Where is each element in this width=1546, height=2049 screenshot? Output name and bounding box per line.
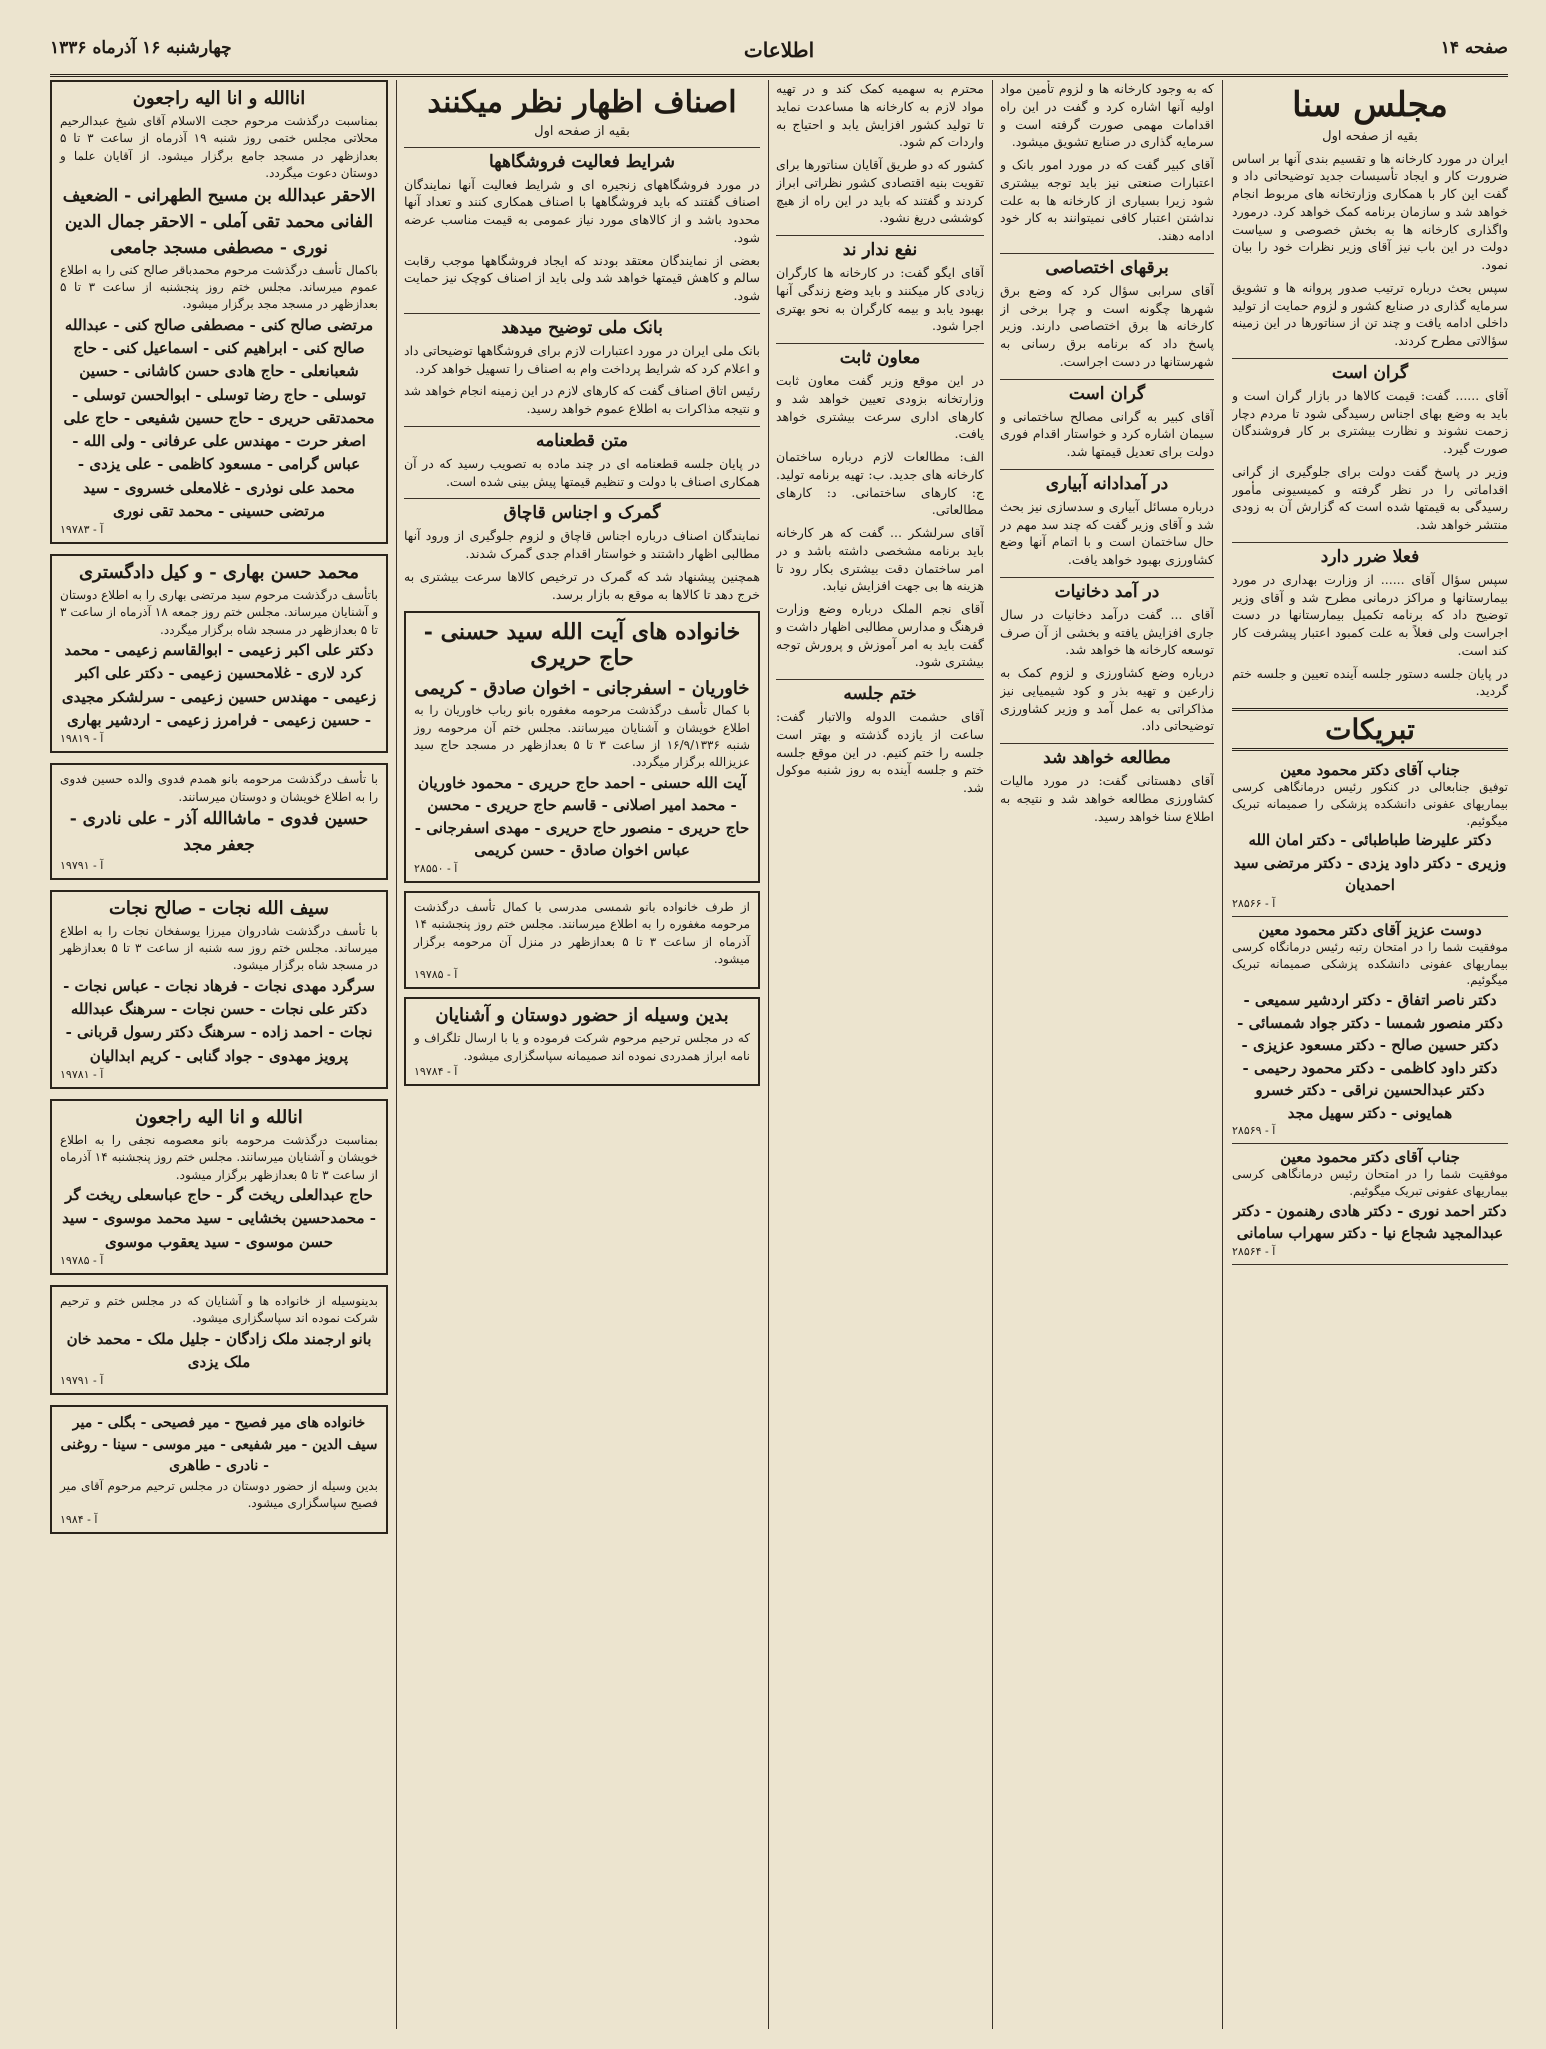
congrats-names: دکتر علیرضا طباطبائی - دکتر امان الله وزیری - دکتر داود یزدی - دکتر مرتضی سید احمدیان <box>1233 831 1507 895</box>
article-paragraph: در مورد فروشگاههای زنجیره ای و شرایط فعالیت آنها نمایندگان اصناف گفتند که باید فروشگاهها با اصناف همکاری کنند و تعداد آنها محدود باشد و از کالاهای مورد نیاز عمومی به قیمت مناسب عرضه شود. <box>404 176 760 245</box>
article-paragraph: آقای دهستانی گفت: در مورد مالیات کشاورزی مطالعه خواهد شد و نتیجه به اطلاع سنا خواهد رسید. <box>1000 773 1214 824</box>
congrats-title: جناب آقای دکتر محمود معین <box>1280 761 1460 779</box>
obituary-notice <box>50 890 388 1089</box>
congrats-item <box>1232 917 1508 1144</box>
article-subhead: نفع ندار ند <box>776 235 984 260</box>
article-paragraph: آقای ... گفت درآمد دخانیات در سال جاری افزایش یافته و بخشی از آن صرف توسعه کارخانه ها خواهد شد. <box>1000 606 1214 658</box>
obituary-names: حاج عبدالعلی ریخت گر - حاج عباسعلی ریخت گر - محمدحسین بخشایی - سید محمد موسوی - سید حسن موسوی - سید یعقوب موسوی <box>62 1186 376 1251</box>
senate-subhead: گران است <box>1232 358 1508 383</box>
article-paragraph: آقای حشمت الدوله والاتبار گفت: ساعت از یازده گذشته و بهتر است جلسه را ختم کنیم. در این موقع جلسه ختم و جلسه آینده به روز شنبه موکول شد. <box>776 709 984 795</box>
obituary-title: محمد حسن بهاری - و کیل دادگستری <box>78 562 360 584</box>
obituary-names: سرگرد مهدی نجات - فرهاد نجات - عباس نجات - دکتر علی نجات - حسن نجات - سرهنگ عبدالله نجات - احمد زاده - سرهنگ دکتر رسول قربانی - پرویز مهدوی - جواد گنابی - کریم ابدالیان <box>63 976 375 1065</box>
article-paragraph: آقای ایگو گفت: در کارخانه ها کارگران زیادی کار میکنند و باید وضع زندگی آنها بهبود یابد و بیمه کارگران به نحو بهتری اجرا شود. <box>776 265 984 334</box>
ad-code: آ - ۱۹۷۸۱ <box>60 1067 104 1081</box>
obituary-names: حسین فدوی - ماشاالله آذر - علی نادری - جعفر مجد <box>69 808 369 856</box>
column-senate <box>1232 80 1508 2030</box>
congrats-title: دوست عزیز آقای دکتر محمود معین <box>1258 920 1482 939</box>
thanks-body: بدین وسیله از حضور دوستان در مجلس ترحیم مرحوم آقای میر فصیح سپاسگزاری میشود. <box>60 1479 378 1511</box>
ad-code: آ - ۲۸۵۶۹ <box>1232 1124 1276 1138</box>
ad-code: آ - ۱۹۷۹۱ <box>60 1374 104 1388</box>
column-senate-continued <box>1000 80 1214 2030</box>
article-subhead: در آمد دخانیات <box>1000 577 1214 602</box>
senate-paragraph: سپس سؤال آقای ...... از وزارت بهداری در مورد بیمارستانها و مراکز درمانی مطرح شد و آقای وزیر توضیح داد که برنامه تکمیل بیمارستانها در دست اجراست ولی فعلاً به علت کمبود اعتبار پیشرفت کار کند است. <box>1232 571 1508 658</box>
article-subhead: ختم جلسه <box>776 679 984 704</box>
article-paragraph: محترم به سهمیه کمک کند و در تهیه مواد لازم به کارخانه ها مساعدت نماید تا تولید کشور افزایش یابد و احتیاج به واردات کم شود. <box>776 81 984 150</box>
ad-code: آ - ۲۸۵۶۶ <box>1232 896 1276 910</box>
congrats-body: موفقیت شما را در امتحان رتبه رئیس درمانگاه کرسی بیماریهای عفونی دانشکده پزشکی صمیمانه تبریک میگوئیم. <box>1232 939 1508 988</box>
obituary-body: با تأسف درگذشت مرحومه بانو همدم فدوی والده حسین فدوی را به اطلاع خویشان و دوستان میرسانند. <box>60 772 378 804</box>
obituary-notice <box>404 611 760 883</box>
obituary-families: خاوریان - اسفرجانی - اخوان صادق - کریمی <box>414 678 750 700</box>
obituary-names: مرتضی صالح کنی - مصطفی صالح کنی - عبدالله صالح کنی - ابراهیم کنی - اسماعیل کنی - حاج شعبانعلی - حاج هادی حسن کاشانی - حسین توسلی - حاج رضا توسلی - ابوالحسن توسلی - محمدتقی حریری - حاج حسین شفیعی - حاج علی اصغر حرت - مهندس علی عرفانی - ولی الله - عباس گرامی - مسعود کاظمی - علی یزدی - محمد علی نوذری - غلامعلی خسروی - سید مرتضی حسینی - محمد تقی نوری <box>63 315 375 520</box>
obituary-names: دکتر علی اکبر زعیمی - ابوالقاسم زعیمی - محمد کرد لاری - غلامحسین زعیمی - دکتر علی اکبر زعیمی - مهندس حسین زعیمی - سرلشکر مجیدی - حسین زعیمی - فرامرز زعیمی - اردشیر بهاری <box>61 641 377 729</box>
obituary-body: از طرف خانواده بانو شمسی مدرسی با کمال تأسف درگذشت مرحومه مغفوره را به اطلاع میرسانند. مجلس ختم روز پنجشنبه ۱۴ آذرماه از ساعت ۳ تا ۵ بعدازظهر در منزل آن مرحومه برگزار میشود. <box>414 899 751 966</box>
ad-code: آ - ۲۸۵۵۰ <box>414 861 458 875</box>
article-paragraph: همچنین پیشنهاد شد که گمرک در ترخیص کالاها سرعت بیشتری به خرج دهد تا کالاها به موقع به بازار برسد. <box>404 568 760 602</box>
header-date: چهارشنبه ۱۶ آذرماه ۱۳۳۶ <box>50 38 232 58</box>
header-paper-name: اطلاعات <box>743 38 815 62</box>
congrats-names: دکتر احمد نوری - دکتر هادی رهنمون - دکتر عبدالمجید شجاع نیا - دکتر سهراب سامانی <box>1233 1201 1507 1243</box>
article-paragraph: آقای نجم الملک درباره وضع وزارت فرهنگ و مدارس مطالبی اظهار داشت و گفت باید به امر آموزش و پرورش توجه بیشتری شود. <box>776 601 984 670</box>
congrats-item <box>1232 1144 1508 1265</box>
article-paragraph: بانک ملی ایران در مورد اعتبارات لازم برای فروشگاهها توضیحاتی داد و اعلام کرد که شرایط پرداخت وام به اصناف را تسهیل خواهد کرد. <box>404 342 760 376</box>
congratulations-heading: تبریکات <box>1232 708 1508 751</box>
obituary-notice <box>404 891 760 990</box>
senate-continued-note: بقیه از صفحه اول <box>1322 128 1418 144</box>
obituary-title: انالله و انا الیه راجعون <box>135 1106 303 1128</box>
article-paragraph: در پایان جلسه قطعنامه ای در چند ماده به تصویب رسید که در آن همکاری اصناف با دولت و تنظیم قیمتها پیش بینی شده است. <box>404 455 760 489</box>
ad-code: آ - ۱۹۸۴ <box>60 1512 98 1526</box>
congrats-names: دکتر ناصر اتفاق - دکتر اردشیر سمیعی - دکتر منصور شمسا - دکتر جواد شمسائی - دکتر حسین صالح - دکتر مسعود عزیزی - دکتر داود کاظمی - دکتر محمود رحیمی - دکتر عبدالحسین نراقی - دکتر خسرو همایونی - دکتر سهیل مجد <box>1237 991 1503 1122</box>
senate-paragraph: سپس بحث درباره ترتیب صدور پروانه ها و تشویق سرمایه گذاری در صنایع کشور و لزوم حمایت از تولید داخلی ادامه یافت و چند تن از سناتورها در این زمینه سؤالاتی مطرح کردند. <box>1232 279 1508 348</box>
senate-paragraph: آقای ...... گفت: قیمت کالاها در بازار گران است و باید به وضع بهای اجناس رسیدگی شود تا مردم دچار زحمت نشوند و نظارت بیشتری بر کار فروشندگان صورت گیرد. <box>1232 387 1508 456</box>
article-subhead: متن قطعنامه <box>404 426 760 451</box>
obituary-notice <box>50 1099 388 1275</box>
obituary-notice <box>50 80 388 544</box>
article-subhead: مطالعه خواهد شد <box>1000 743 1214 768</box>
article-subhead: برقهای اختصاصی <box>1000 253 1214 278</box>
column-divider <box>992 80 993 2029</box>
article-paragraph: درباره مسائل آبیاری و سدسازی نیز بحث شد و آقای وزیر گفت که چند سد مهم در حال ساختمان است و با اتمام آنها وضع کشاورزی بهبود خواهد یافت. <box>1000 498 1214 567</box>
article-subhead: گران است <box>1000 379 1214 404</box>
ad-code: آ - ۱۹۷۹۱ <box>60 858 104 872</box>
ad-code: آ - ۱۹۷۸۳ <box>60 523 104 537</box>
article-subhead: در آمدادانه آبیاری <box>1000 469 1214 494</box>
congrats-item <box>1232 757 1508 917</box>
guilds-headline: اصناف اظهار نظر میکنند <box>427 85 737 120</box>
obituary-body: با کمال تأسف درگذشت مرحومه مغفوره بانو رباب خاوریان را به اطلاع خویشان و آشنایان میرسانند. مجلس ختم آن مرحومه روز شنبه ۱۶/۹/۱۳۳۶ از ساعت ۳ تا ۵ بعدازظهر در مسجد حاج سید عزیزالله برگزار میگردد. <box>414 703 750 770</box>
thanks-notice <box>50 1285 388 1395</box>
senate-paragraph: وزیر در پاسخ گفت دولت برای جلوگیری از گرانی اقداماتی را در نظر گرفته و کمیسیونی مأمور رسیدگی به قیمتها شده است که گزارش آن به زودی منتشر خواهد شد. <box>1232 463 1508 532</box>
congrats-title: جناب آقای دکتر محمود معین <box>1280 1148 1460 1167</box>
obituary-names: آیت الله حسنی - احمد حاج حریری - محمود خاوریان - محمد امیر اصلانی - قاسم حاج حریری - محسن حاج حریری - منصور حاج حریری - مهدی اسفرجانی - عباس اخوان صادق - حسن کریمی <box>414 773 750 860</box>
article-paragraph: الف: مطالعات لازم درباره ساختمان کارخانه های جدید. ب: تهیه برنامه تولید. ج: کارهای ساختمانی. د: کارهای مطالعاتی. <box>776 449 984 518</box>
article-subhead: معاون ثابت <box>776 343 984 368</box>
column-divider <box>1222 80 1223 2029</box>
column-senate-continued-2 <box>776 80 984 2030</box>
article-paragraph: نمایندگان اصناف درباره اجناس قاچاق و لزوم جلوگیری از ورود آنها مطالبی اظهار داشتند و خواستار اقدام جدی گمرک شدند. <box>404 528 760 561</box>
obituary-body: بمناسبت درگذشت مرحوم حجت الاسلام آقای شیخ عبدالرحیم محلاتی مجلس ختمی روز شنبه ۱۹ آذرماه از ساعت ۳ تا ۵ بعدازظهر در مسجد جامع برگزار میشود. از آقایان علما و دوستان دعوت میگردد. <box>60 114 378 181</box>
article-paragraph: کشور که دو طریق آقایان سناتورها برای تقویت بنیه اقتصادی کشور نظراتی ابراز کردند و گفتند که باید در این راه از هیچ کوششی دریغ نشود. <box>776 157 984 226</box>
obituary-names: الاحقر عبدالله بن مسیح الطهرانی - الضعیف الفانی محمد تقی آملی - الاحقر جمال الدین نوری - مصطفی مسجد جامعی <box>62 185 376 259</box>
article-paragraph: رئیس اتاق اصناف گفت که کارهای لازم در این زمینه انجام خواهد شد و نتیجه مذاکرات به اطلاع عموم خواهد رسید. <box>404 383 760 416</box>
article-paragraph: آقای کبیر گفت که در مورد امور بانک و اعتبارات صنعتی نیز باید توجه بیشتری شود زیرا بسیاری از کارخانه ها به علت نداشتن اعتبار کافی نمیتوانند به کار خود ادامه دهند. <box>1000 157 1214 243</box>
article-paragraph: که به وجود کارخانه ها و لزوم تأمین مواد اولیه آنها اشاره کرد و گفت در این راه اقدامات مهمی صورت گرفته است و سرمایه گذاری در صنایع تشویق میشود. <box>1000 81 1214 150</box>
ad-code: آ - ۲۸۵۶۴ <box>1232 1244 1276 1258</box>
senate-paragraph: در پایان جلسه دستور جلسه آینده تعیین و جلسه ختم گردید. <box>1232 665 1508 699</box>
thanks-notice <box>50 1405 388 1534</box>
senate-headline: مجلس سنا <box>1292 85 1448 125</box>
senate-subhead: فعلا ضرر دارد <box>1232 542 1508 567</box>
article-subhead: گمرک و اجناس قاچاق <box>404 498 760 523</box>
thanks-title: بدین وسیله از حضور دوستان و آشنایان <box>435 1005 729 1027</box>
obituary-body: بمناسبت درگذشت مرحومه بانو معصومه نجفی را به اطلاع خویشان و آشنایان میرسانند. مجلس ختم روز پنجشنبه ۱۴ آذرماه از ساعت ۳ تا ۵ بعدازظهر برگزار میشود. <box>60 1132 378 1182</box>
ad-code: آ - ۱۹۷۸۴ <box>414 1065 458 1079</box>
thanks-notice <box>404 997 760 1086</box>
obituary-body: باتأسف درگذشت مرحوم سید مرتضی بهاری را به اطلاع دوستان و آشنایان میرساند. مجلس ختم روز جمعه ۱۸ آذرماه از ساعت ۳ تا ۵ بعدازظهر در مسجد شاه برگزار میگردد. <box>60 588 378 637</box>
ad-code: آ - ۱۹۷۸۵ <box>414 968 458 982</box>
obituary-notice <box>50 763 388 879</box>
obituary-body: باکمال تأسف درگذشت مرحوم محمدباقر صالح کنی را به اطلاع عموم میرساند. مجلس ختم روز پنجشنبه از ساعت ۳ تا ۵ بعدازظهر در مسجد مجد برگزار میشود. <box>60 262 378 312</box>
column-obituaries <box>50 80 388 2030</box>
column-guilds <box>404 80 760 2030</box>
guilds-continued-note: بقیه از صفحه اول <box>534 123 630 139</box>
article-paragraph: بعضی از نمایندگان معتقد بودند که ایجاد فروشگاهها موجب رقابت سالم و کاهش قیمتها خواهد شد ولی باید از اصناف کوچک نیز حمایت شود. <box>404 252 760 303</box>
article-subhead: بانک ملی توضیح میدهد <box>404 313 760 338</box>
congrats-body: موفقیت شما را در امتحان رئیس درمانگاهی کرسی بیماریهای عفونی تبریک میگوئیم. <box>1232 1167 1508 1199</box>
obituary-body: با تأسف درگذشت شادروان میرزا یوسفخان نجات را به اطلاع میرساند. مجلس ختم روز سه شنبه از ساعت ۳ تا ۵ بعدازظهر در مسجد شاه برگزار میشود. <box>60 923 378 973</box>
senate-paragraph: ایران در مورد کارخانه ها و تقسیم بندی آنها بر اساس ضرورت کار و ایجاد تأسیسات جدید توضیحاتی داد و گفت این کار با همکاری وزارتخانه های مربوط انجام خواهد شد و سازمان برنامه کمک خواهد کرد. درمورد واگذاری کارخانه ها به بخش خصوصی و سیاست دولت در این باب نیز آقای وزیر نظرات خود را بیان نمود. <box>1232 150 1508 272</box>
article-paragraph: درباره وضع کشاورزی و لزوم کمک به زارعین و تهیه بذر و کود شیمیایی نیز مذاکراتی به عمل آمد و وزیر کشاورزی توضیحاتی داد. <box>1000 665 1214 734</box>
obituary-title: سیف الله نجات - صالح نجات <box>108 897 330 919</box>
thanks-names: بانو ارجمند ملک زادگان - جلیل ملک - محمد خان ملک یزدی <box>66 1329 372 1371</box>
obituary-title: خانواده های آیت الله سید حسنی - حاج حریری <box>423 619 741 672</box>
article-paragraph: آقای سرلشکر ... گفت که هر کارخانه باید برنامه مشخصی داشته باشد و در امر ساختمان دقت بیشتری بکار رود تا هزینه ها بی جهت افزایش نیابد. <box>776 525 984 594</box>
ad-code: آ - ۱۹۸۱۹ <box>60 732 104 746</box>
obituary-notice <box>50 554 388 753</box>
obituary-title: اناالله و انا الیه راجعون <box>132 88 306 109</box>
column-divider <box>396 80 397 2029</box>
ad-code: آ - ۱۹۷۸۵ <box>60 1253 104 1267</box>
article-paragraph: در این موقع وزیر گفت معاون ثابت وزارتخانه بزودی تعیین خواهد شد و کارهای اداری سرعت بیشتری خواهد یافت. <box>776 373 984 442</box>
thanks-body: که در مجلس ترحیم مرحوم شرکت فرموده و یا با ارسال تلگراف و نامه ابراز همدردی نموده اند صمیمانه سپاسگزاری میشود. <box>414 1031 750 1063</box>
page-header <box>50 28 1508 77</box>
thanks-names: خانواده های میر فصیح - میر فصیحی - بگلی - میر سیف الدین - میر شفیعی - میر موسی - سینا - روغنی - نادری - طاهری <box>60 1415 378 1475</box>
thanks-body: بدینوسیله از خانواده ها و آشنایان که در مجلس ختم و ترحیم شرکت نموده اند سپاسگزاری میشود. <box>60 1293 378 1326</box>
article-subhead: شرایط فعالیت فروشگاهها <box>404 147 760 172</box>
article-paragraph: آقای سرابی سؤال کرد که وضع برق شهرها چگونه است و چرا برخی از کارخانه ها برق اختصاصی دارند. وزیر پاسخ داد که برنامه برق رسانی به شهرستانها در دست اجراست. <box>1000 282 1214 369</box>
article-paragraph: آقای کبیر به گرانی مصالح ساختمانی و سیمان اشاره کرد و خواستار اقدام فوری دولت برای تعدیل قیمتها شد. <box>1000 408 1214 459</box>
column-divider <box>768 80 769 2029</box>
header-page-number: صفحه ۱۴ <box>1440 38 1508 58</box>
congrats-body: توفیق جنابعالی در کنکور رئیس درمانگاهی کرسی بیماریهای عفونی دانشکده پزشکی را صمیمانه تبریک میگوئیم. <box>1232 780 1508 828</box>
